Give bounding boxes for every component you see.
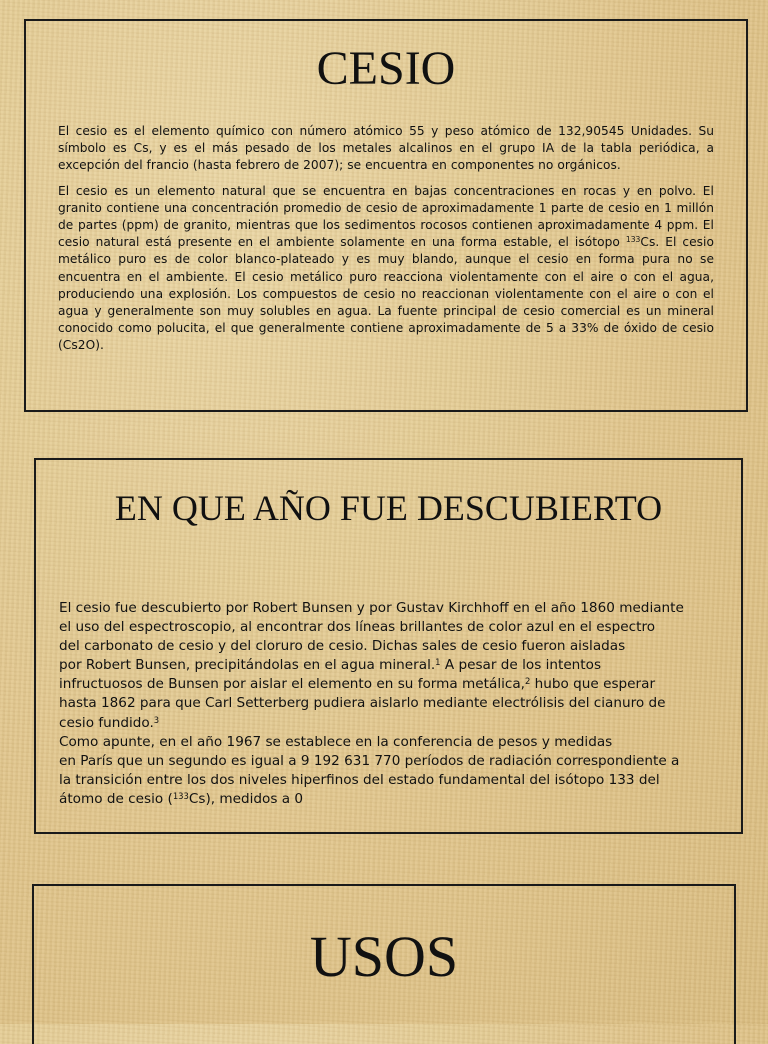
paragraph-natural xyxy=(58,183,714,355)
isotope-superscript: 133 xyxy=(625,235,641,245)
slide-title: CESIO xyxy=(316,42,456,95)
slide-title: USOS xyxy=(309,924,459,989)
slide-usos xyxy=(32,884,736,1044)
text-run: Cs. El cesio metálico puro es de color blanco-plateado y es muy blando, aunque el cesio en forma pura no se encuentra en el ambiente. El cesio metálico puro reacciona violentamente con el aire o con el agua, produciendo una explosión. Los compuestos de cesio no reaccionan violentamente con el aire o con el agua y generalmente son muy solubles en agua. La fuente principal de cesio comercial es un mineral conocido como polucita, el que generalmente contiene aproximadamente de 5 a 33% de óxido de cesio (Cs2O). xyxy=(58,235,714,353)
isotope-superscript: 133 xyxy=(172,790,189,801)
text-run: Como apunte, en el año 1967 se establece en la conferencia de pesos y medidas en París que un segundo es igual a 9 192 631 770 períodos de radiación correspondiente a la transición entre los dos niveles hiperfinos del estado fundamental del isótopo 133 del átomo de cesio ( xyxy=(59,733,680,807)
paragraph-discovery xyxy=(59,599,718,809)
footnote-marker: 1 xyxy=(435,657,441,668)
footnote-marker: 2 xyxy=(525,676,531,687)
text-run: El cesio fue descubierto por Robert Bunsen y por Gustav Kirchhoff en el año 1860 mediante el uso del espectroscopio, al encontrar dos líneas brillantes de color azul en el espectro del carbonato de cesio y del cloruro de cesio. Dichas sales de cesio fueron aisladas por Robert Bunsen, precipitándolas en el agua mineral. xyxy=(59,600,684,674)
text-run: Cs), medidos a 0 xyxy=(188,790,304,807)
text-run: A pesar de los intentos infructuosos de Bunsen por aislar el elemento en su forma metálica, xyxy=(59,657,602,693)
slide-cesio xyxy=(24,19,748,412)
slide-title: EN QUE AÑO FUE DESCUBIERTO xyxy=(114,488,663,528)
text-run: hubo que esperar hasta 1862 para que Carl Setterberg pudiera aislarlo mediante electrólisis del cianuro de cesio fundido. xyxy=(59,676,666,731)
paragraph-intro: El cesio es el elemento químico con número atómico 55 y peso atómico de 132,90545 Unidades. Su símbolo es Cs, y es el más pesado de los metales alcalinos en el grupo IA de la tabla periódica, a excepción del francio (hasta febrero de 2007); se encuentra en componentes no orgánicos. xyxy=(58,124,714,173)
slide-descubrimiento xyxy=(34,458,743,834)
footnote-marker: 3 xyxy=(153,714,160,725)
text-run: El cesio es un elemento natural que se encuentra en bajas concentraciones en rocas y en polvo. El granito contiene una concentración promedio de cesio de aproximadamente 1 parte de cesio en 1 millón de partes (ppm) de granito, mientras que los sedimentos rocosos contienen aproximadamente 4 ppm. El cesio natural está presente en el ambiente solamente en una forma estable, el isótopo xyxy=(58,183,714,250)
